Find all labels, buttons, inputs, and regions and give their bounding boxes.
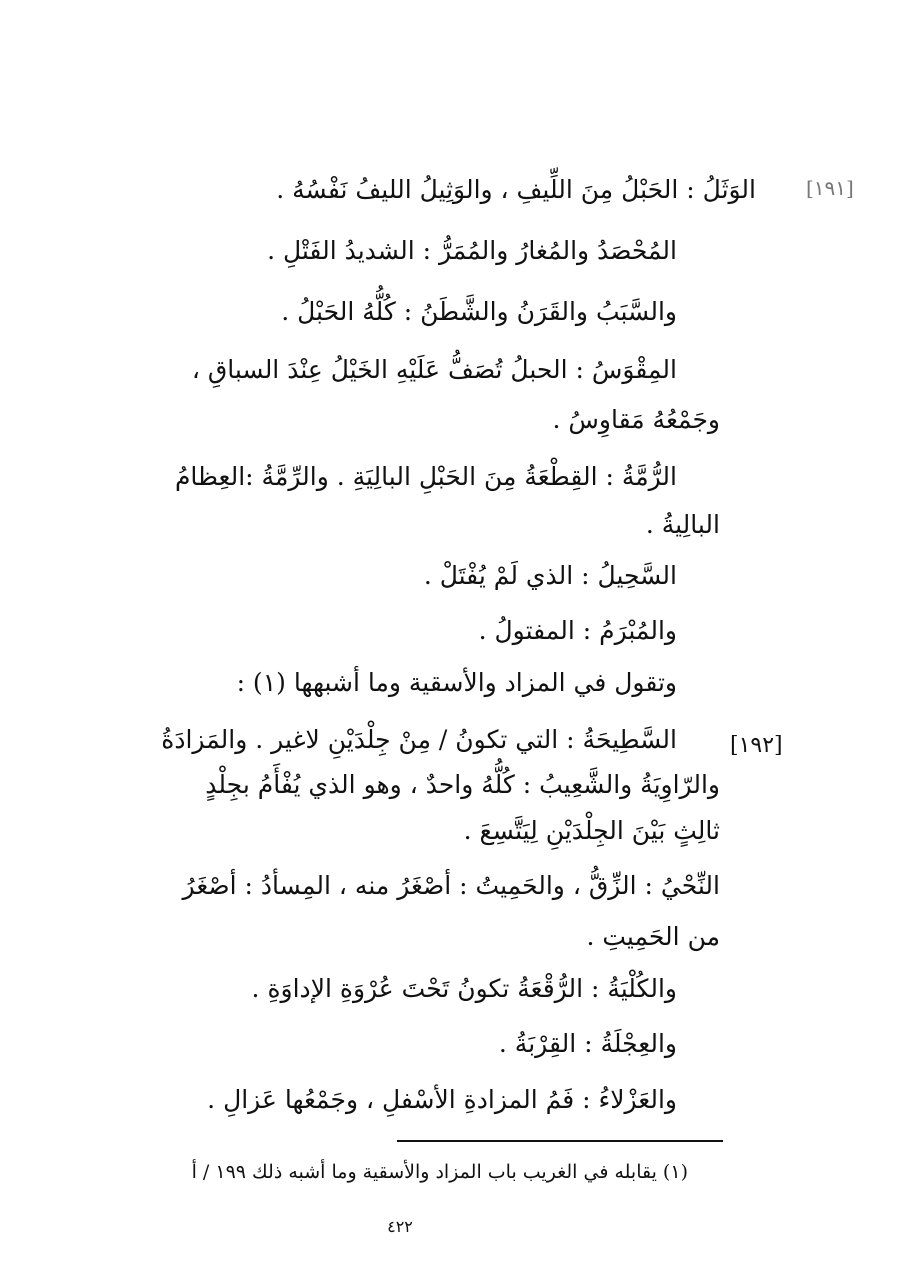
text-line: البالِيةُ . — [645, 510, 720, 539]
text-line: والكُلْيَةُ : الرُّقْعَةُ تكونُ تَحْتَ عُرْوَةِ الإداوَةِ . — [251, 974, 677, 1003]
text-line: الرُّمَّةُ : القِطْعَةُ مِنَ الحَبْلِ البالِيَةِ . والرِّمَّةُ :العِظامُ — [174, 462, 677, 491]
text-line: المِقْوَسُ : الحبلُ تُصَفُّ عَلَيْهِ الخَيْلُ عِنْدَ السباقِ ، — [191, 355, 677, 384]
text-line: السَّطِيحَةُ : التي تكونُ / مِنْ جِلْدَيْنِ لاغير . والمَزادَةُ — [161, 725, 677, 754]
text-line: المُحْصَدُ والمُغارُ والمُمَرُّ : الشديدُ الفَتْلِ . — [267, 236, 677, 265]
text-line: وجَمْعُهُ مَقاوِسُ . — [552, 405, 720, 434]
text-line: من الحَمِيتِ . — [586, 922, 720, 951]
footnote: (١) يقابله في الغريب باب المزاد والأسقية وما أشبه ذلك ١٩٩ / أ — [191, 1161, 688, 1183]
text-line: وتقول في المزاد والأسقية وما أشبهها (١) : — [236, 668, 677, 697]
footnote-separator — [397, 1140, 723, 1142]
page-number: ٤٢٢ — [387, 1217, 413, 1236]
text-line: والرّاوِيَةُ والشَّعِيبُ : كُلُّهُ واحدٌ ، وهو الذي يُفْأَمُ بجِلْدٍ — [205, 770, 720, 799]
section-marker: [۱۹۲] — [730, 733, 783, 758]
text-line: والمُبْرَمُ : المفتولُ . — [478, 616, 677, 645]
text-line: والعَزْلاءُ : فَمُ المزادةِ الأسْفلِ ، وجَمْعُها عَزالِ . — [207, 1085, 677, 1114]
margin-page-reference: [۱۹۱] — [806, 176, 854, 200]
text-line: والسَّبَبُ والقَرَنُ والشَّطَنُ : كُلُّهُ الحَبْلُ . — [281, 297, 677, 326]
text-line: ثالِثٍ بَيْنَ الجِلْدَيْنِ لِيَتَّسِعَ . — [463, 816, 720, 845]
text-line: النِّحْيُ : الزِّقُّ ، والحَمِيتُ : أصْغَرُ منه ، المِسأدُ : أصْغَرُ — [182, 871, 720, 900]
text-line: الوَثَلُ : الحَبْلُ مِنَ اللِّيفِ ، والوَثِيلُ الليفُ نَفْسُهُ . — [276, 175, 756, 204]
text-line: السَّحِيلُ : الذي لَمْ يُفْتَلْ . — [423, 561, 677, 590]
text-line: والعِجْلَةُ : القِرْبَةُ . — [498, 1029, 677, 1058]
